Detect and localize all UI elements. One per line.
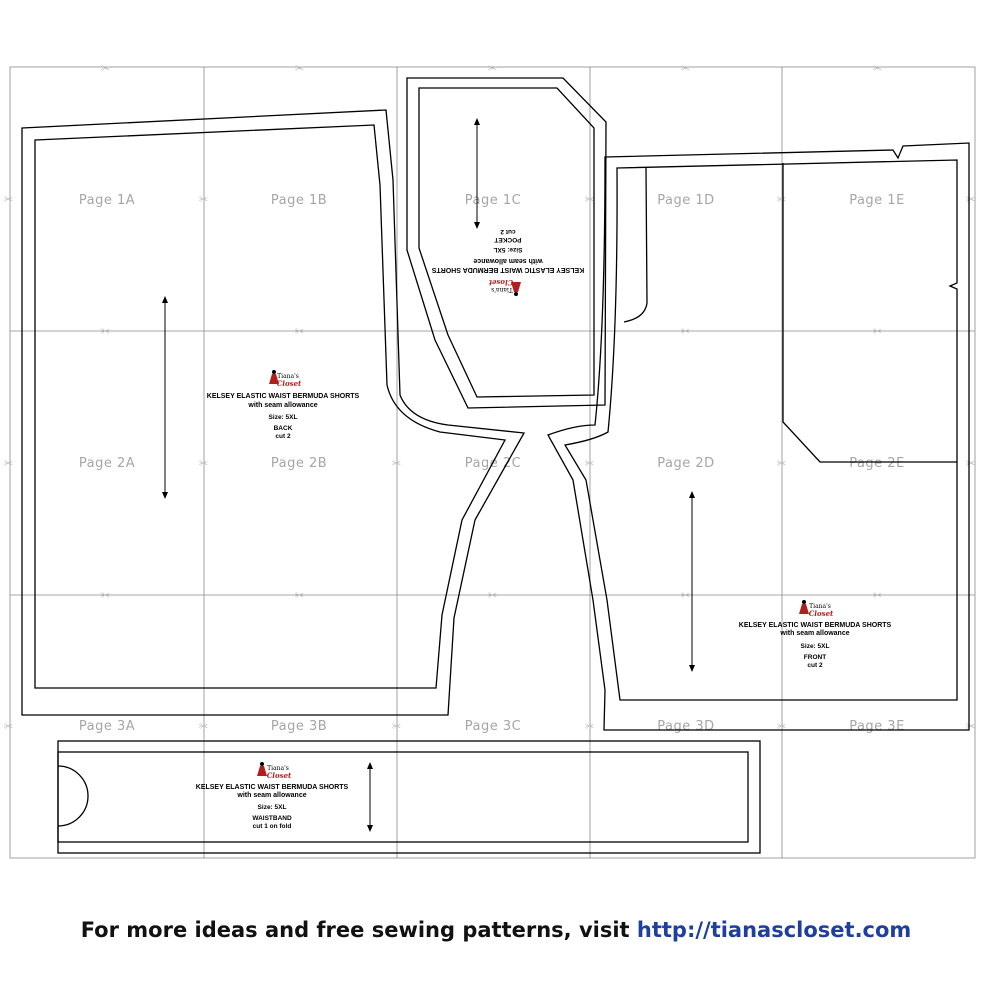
dress-form-logo <box>802 600 806 604</box>
brand-name: Tiana's <box>277 373 299 380</box>
brand-name: Tiana's <box>267 765 289 772</box>
scissor-icon: ✂ <box>966 193 976 206</box>
scissor-icon: ✂ <box>392 457 402 470</box>
piece-size: Size: 5XL <box>268 414 298 421</box>
piece-size: Size: 5XL <box>800 643 830 650</box>
scissor-icon: ✂ <box>873 62 883 75</box>
scissor-icon: ✂ <box>777 720 787 733</box>
brand-script: Closet <box>488 278 514 287</box>
page-label-1e: Page 1E <box>849 193 905 208</box>
brand-script: Closet <box>276 379 302 388</box>
scissor-icon: ✂ <box>199 193 209 206</box>
scissor-icon: ✂ <box>585 193 595 206</box>
page-label-3d: Page 3D <box>657 719 715 734</box>
brand-script: Closet <box>808 609 834 618</box>
scissor-icon: ✂ <box>681 62 691 75</box>
page-label-3c: Page 3C <box>464 719 522 734</box>
page-label-1b: Page 1B <box>270 193 328 208</box>
scissor-icon: ✂ <box>873 325 883 338</box>
page-label-2e: Page 2E <box>849 456 905 471</box>
scissor-icon: ✂ <box>392 720 402 733</box>
piece-size: Size: 5XL <box>493 246 523 253</box>
dress-form-logo <box>260 762 264 766</box>
piece-name: POCKET <box>494 236 522 243</box>
website-link[interactable]: http://tianascloset.com <box>636 918 912 942</box>
piece-cut: cut 1 on fold <box>252 823 292 830</box>
page-label-2c: Page 2C <box>464 456 522 471</box>
piece-subtitle: with seam allowance <box>473 257 543 264</box>
grainline-arrow <box>474 118 480 229</box>
grainline-arrow <box>689 491 695 672</box>
page-label-3b: Page 3B <box>270 719 328 734</box>
grainline-arrow <box>367 762 373 832</box>
page-label-2d: Page 2D <box>657 456 715 471</box>
page-label-1a: Page 1A <box>78 193 136 208</box>
piece-cut: cut 2 <box>500 228 516 235</box>
front-label <box>739 600 892 669</box>
scissor-icon: ✂ <box>681 589 691 602</box>
scissor-icon: ✂ <box>585 720 595 733</box>
dress-form-logo <box>257 766 267 776</box>
scissor-icon: ✂ <box>295 62 305 75</box>
scissor-icon: ✂ <box>585 457 595 470</box>
piece-name: FRONT <box>803 654 827 661</box>
piece-name: BACK <box>273 425 293 432</box>
grainline-arrow <box>162 296 168 499</box>
scissor-icon: ✂ <box>966 457 976 470</box>
scissor-icon: ✂ <box>4 457 14 470</box>
piece-size: Size: 5XL <box>257 804 287 811</box>
piece-subtitle: with seam allowance <box>237 792 307 799</box>
dress-form-logo <box>272 370 276 374</box>
scissor-icon: ✂ <box>488 589 498 602</box>
brand-name: Tiana's <box>809 603 831 610</box>
scissor-icon: ✂ <box>199 457 209 470</box>
page-label-3a: Page 3A <box>78 719 136 734</box>
scissor-icon: ✂ <box>777 193 787 206</box>
dress-form-logo <box>799 604 809 614</box>
brand-name: Tiana's <box>491 286 513 293</box>
dress-form-logo <box>514 292 518 296</box>
scissor-icon: ✂ <box>295 589 305 602</box>
scissor-icon: ✂ <box>295 325 305 338</box>
scissor-icon: ✂ <box>488 62 498 75</box>
page-label-1d: Page 1D <box>657 193 715 208</box>
scissor-icon: ✂ <box>966 720 976 733</box>
page-label-1c: Page 1C <box>464 193 522 208</box>
footer-text: For more ideas and free sewing patterns, visit <box>80 918 637 942</box>
scissor-icon: ✂ <box>4 193 14 206</box>
scissor-icon: ✂ <box>101 589 111 602</box>
piece-cut: cut 2 <box>275 433 291 440</box>
scissor-icon: ✂ <box>873 589 883 602</box>
brand-script: Closet <box>266 771 292 780</box>
scissor-icon: ✂ <box>199 720 209 733</box>
scissor-icon: ✂ <box>101 62 111 75</box>
footer-note <box>0 918 992 942</box>
page-label-2a: Page 2A <box>78 456 136 471</box>
piece-cut: cut 2 <box>807 662 823 669</box>
waistband-label <box>196 762 349 830</box>
piece-subtitle: with seam allowance <box>780 630 850 637</box>
waistband-piece <box>58 741 760 853</box>
back-label <box>207 370 360 440</box>
piece-title: KELSEY ELASTIC WAIST BERMUDA SHORTS <box>206 393 360 400</box>
piece-subtitle: with seam allowance <box>248 402 318 409</box>
page-label-2b: Page 2B <box>270 456 328 471</box>
pocket-label <box>431 228 584 296</box>
piece-name: WAISTBAND <box>252 815 292 822</box>
scissor-icon: ✂ <box>777 457 787 470</box>
page-label-3e: Page 3E <box>849 719 905 734</box>
scissor-icon: ✂ <box>4 720 14 733</box>
piece-title: KELSEY ELASTIC WAIST BERMUDA SHORTS <box>195 784 349 791</box>
piece-title: KELSEY ELASTIC WAIST BERMUDA SHORTS <box>738 622 892 629</box>
scissor-icon: ✂ <box>681 325 691 338</box>
front-piece <box>548 143 969 730</box>
piece-title: KELSEY ELASTIC WAIST BERMUDA SHORTS <box>431 266 585 273</box>
scissor-icon: ✂ <box>101 325 111 338</box>
